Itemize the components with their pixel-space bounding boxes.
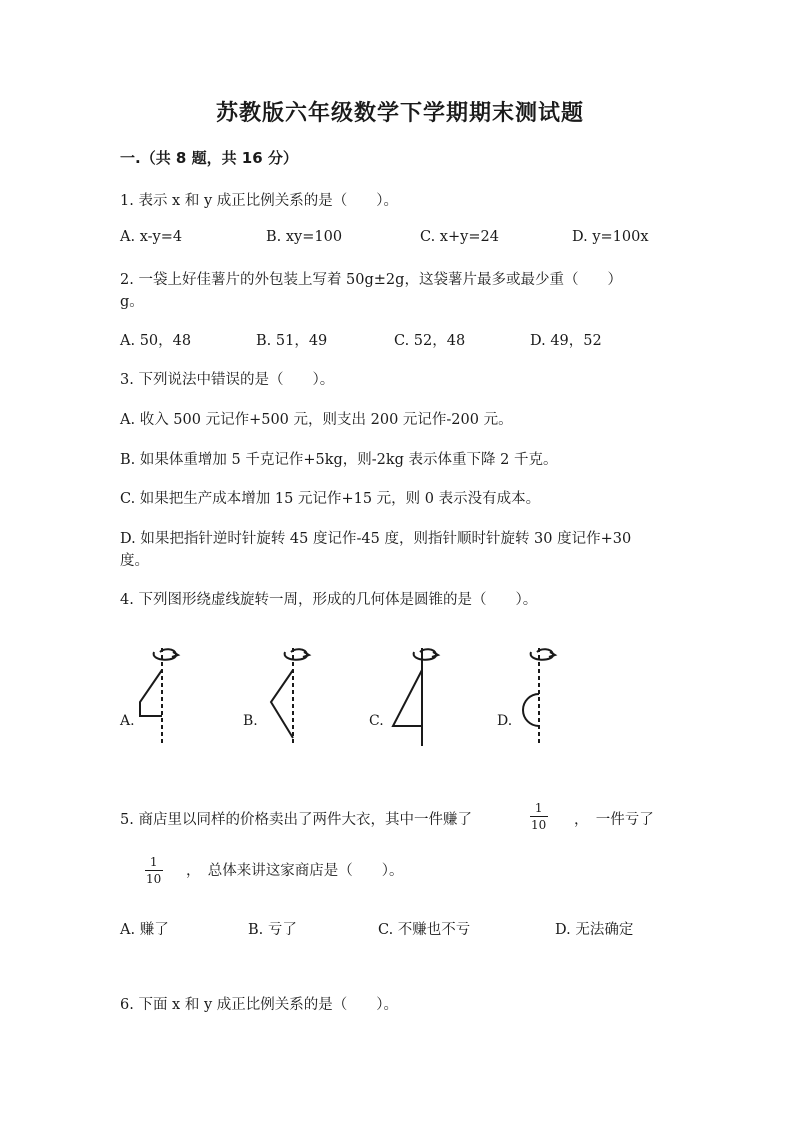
question-3-option-d-line2: 度。	[120, 553, 149, 569]
question-3-option-a: A. 收入 500 元记作+500 元，则支出 200 元记作-200 元。	[120, 412, 513, 428]
figure-b-label: B.	[243, 713, 258, 729]
question-6-stem: 6. 下面 x 和 y 成正比例关系的是（ ）。	[120, 997, 398, 1013]
page-title: 苏教版六年级数学下学期期末测试题	[215, 101, 584, 126]
question-3-stem: 3. 下列说法中错误的是（ ）。	[120, 372, 335, 388]
figure-c-label: C.	[369, 713, 384, 729]
semicircle-with-axis-icon	[497, 640, 587, 750]
question-1-option-d: D. y=100x	[572, 229, 649, 245]
question-3-option-d-line1: D. 如果把指针逆时针旋转 45 度记作-45 度，则指针顺时针旋转 30 度记作+30	[120, 531, 632, 547]
question-5-option-d: D. 无法确定	[555, 922, 634, 938]
question-5-option-a: A. 赚了	[120, 922, 169, 938]
question-4-figure-c	[369, 640, 459, 750]
figure-a-label: A.	[120, 713, 135, 729]
trapezoid-with-axis-icon	[120, 640, 210, 750]
question-5-stem-part2: ， 一件亏了	[574, 812, 654, 828]
figure-d-label: D.	[497, 713, 513, 729]
question-5-stem-part3: ， 总体来讲这家商店是（ ）。	[186, 863, 404, 879]
question-2-option-b: B. 51，49	[256, 333, 328, 349]
question-1-option-a: A. x-y=4	[120, 229, 183, 245]
fraction-2-bar	[145, 870, 163, 871]
question-2-option-c: C. 52，48	[394, 333, 466, 349]
fraction-2-denominator: 10	[146, 872, 162, 886]
question-5-option-b: B. 亏了	[248, 922, 297, 938]
fraction-1-bar	[530, 816, 548, 817]
question-5-stem-part1: 5. 商店里以同样的价格卖出了两件大衣，其中一件赚了	[120, 812, 472, 828]
question-2-option-a: A. 50，48	[120, 333, 192, 349]
section-heading: 一.（共 8 题，共 16 分）	[120, 149, 298, 167]
fraction-1-denominator: 10	[531, 818, 547, 832]
question-1-option-c: C. x+y=24	[420, 229, 499, 245]
question-2-stem-line1: 2. 一袋上好佳薯片的外包装上写着 50g±2g，这袋薯片最多或最少重（ ）	[120, 272, 622, 288]
fraction-one-tenth-2	[144, 855, 163, 886]
question-2-option-d: D. 49，52	[530, 333, 602, 349]
triangle-with-axis-icon	[243, 640, 333, 750]
question-3-option-b: B. 如果体重增加 5 千克记作+5kg，则-2kg 表示体重下降 2 千克。	[120, 452, 558, 468]
question-1-stem: 1. 表示 x 和 y 成正比例关系的是（ ）。	[120, 193, 398, 209]
question-2-stem-line2: g。	[120, 294, 144, 310]
question-4-stem: 4. 下列图形绕虚线旋转一周，形成的几何体是圆锥的是（ ）。	[120, 592, 538, 608]
right-triangle-with-axis-icon	[369, 640, 459, 750]
question-4-figure-a	[120, 640, 210, 750]
question-1-option-b: B. xy=100	[266, 229, 343, 245]
question-3-option-c: C. 如果把生产成本增加 15 元记作+15 元，则 0 表示没有成本。	[120, 491, 541, 507]
question-4-figure-b	[243, 640, 333, 750]
question-5-option-c: C. 不赚也不亏	[378, 922, 471, 938]
fraction-1-numerator: 1	[534, 801, 543, 815]
fraction-2-numerator: 1	[149, 855, 158, 869]
question-4-figure-d	[497, 640, 587, 750]
fraction-one-tenth-1	[529, 801, 548, 832]
